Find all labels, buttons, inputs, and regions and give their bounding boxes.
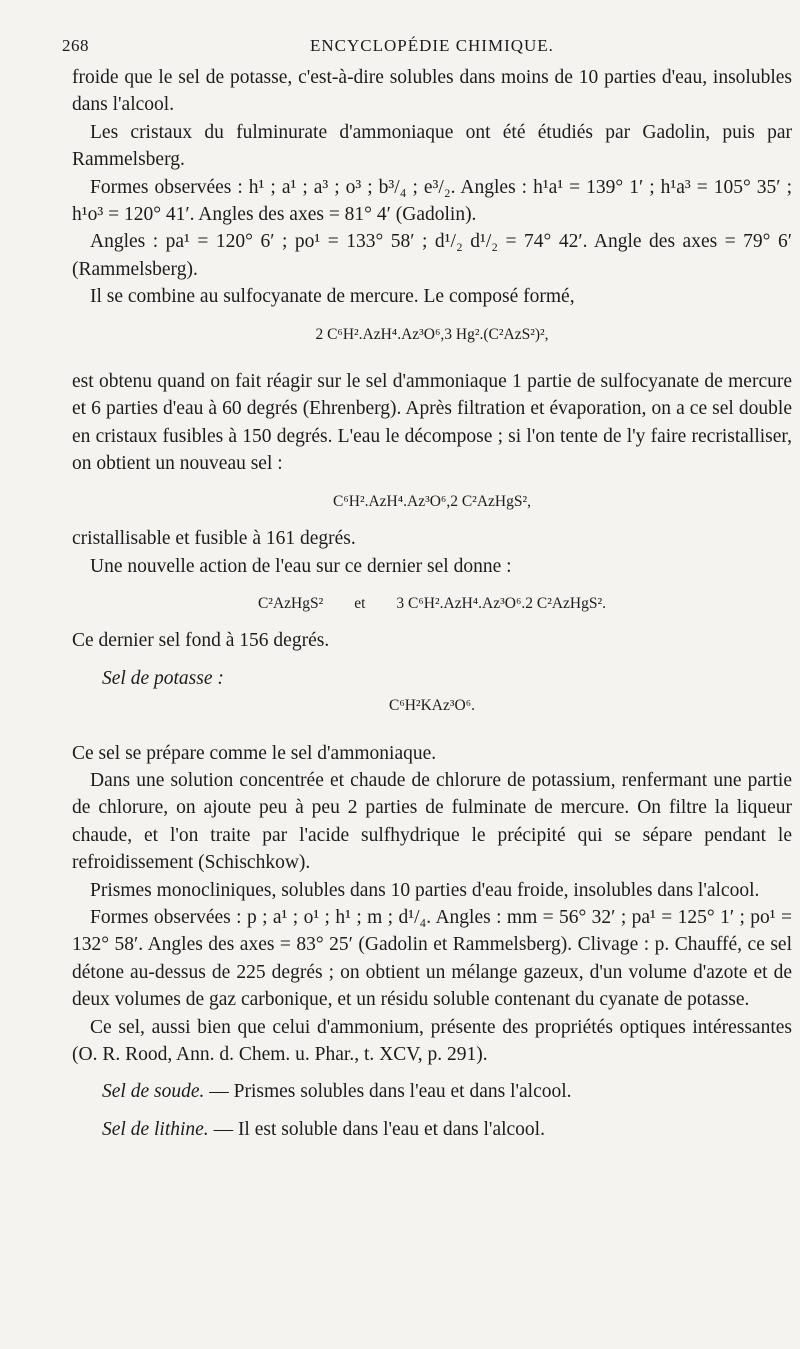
- page-body: [72, 64, 792, 1143]
- formula: 2 C⁶H².AzH⁴.Az³O⁶,3 Hg².(C²AzS²)²,: [315, 325, 549, 343]
- paragraph: froide que le sel de potasse, c'est-à-dire solubles dans moins de 10 parties d'eau, insolubles dans l'alcool.: [72, 67, 792, 116]
- paragraph-text: — Prismes solubles dans l'eau et dans l'alcool.: [204, 1081, 572, 1103]
- paragraph: Une nouvelle action de l'eau sur ce dernier sel donne :: [90, 555, 512, 577]
- paragraph: Il se combine au sulfocyanate de mercure. Le composé formé,: [90, 286, 575, 308]
- paragraph: est obtenu quand on fait réagir sur le sel d'ammoniaque 1 partie de sulfocyanate de mercure et 6 parties d'eau à 60 degrés (Ehrenberg). Après filtration et évaporation, on a ce sel double en cristaux fusibles à 150 degrés. L'eau le décompose ; si l'on tente de l'y faire recristalliser, on obtient un nouveau sel :: [72, 371, 792, 475]
- paragraph: cristallisable et fusible à 161 degrés.: [72, 528, 356, 550]
- formula: C⁶H²KAz³O⁶.: [389, 697, 475, 715]
- paragraph: Formes observées : p ; a¹ ; o¹ ; h¹ ; m ; d¹/₄. Angles : mm = 56° 32′ ; pa¹ = 125° 1′ ; po¹ = 132° 58′. Angles des axes = 83° 25′ (Gadolin et Rammelsberg). Clivage : p. Chauffé, ce sel détone au-dessus de 225 degrés ; on obtient un mélange gazeux, d'un volume d'azote et de deux volumes de gaz carbonique, et un résidu soluble contenant du cyanate de potasse.: [72, 906, 792, 1011]
- paragraph: Angles : pa¹ = 120° 6′ ; po¹ = 133° 58′ ; d¹/₂ d¹/₂ = 74° 42′. Angle des axes = 79° 6′ (Rammelsberg).: [72, 231, 792, 280]
- section-heading: Sel de lithine.: [102, 1118, 209, 1140]
- paragraph: [72, 1078, 792, 1105]
- paragraph: Formes observées : h¹ ; a¹ ; a³ ; o³ ; b³/₄ ; e³/₂. Angles : h¹a¹ = 139° 1′ ; h¹a³ = 105° 35′ ; h¹o³ = 120° 41′. Angles des axes = 81° 4′ (Gadolin).: [72, 176, 792, 226]
- section-heading: Sel de potasse :: [102, 667, 224, 689]
- paragraph: Ce sel se prépare comme le sel d'ammoniaque.: [72, 742, 437, 764]
- paragraph: [72, 1116, 792, 1143]
- section-heading: Sel de soude.: [102, 1081, 205, 1103]
- running-title: ENCYCLOPÉDIE CHIMIQUE.: [310, 36, 554, 55]
- paragraph: Ce sel, aussi bien que celui d'ammonium, présente des propriétés optiques intéressantes (O. R. Rood, Ann. d. Chem. u. Phar., t. XCV, p. 291).: [72, 1016, 792, 1065]
- paragraph: Ce dernier sel fond à 156 degrés.: [72, 630, 330, 652]
- paragraph-text: — Il est soluble dans l'eau et dans l'alcool.: [208, 1118, 545, 1140]
- paragraph: Les cristaux du fulminurate d'ammoniaque ont été étudiés par Gadolin, puis par Rammelsberg.: [72, 121, 792, 171]
- formula: C⁶H².AzH⁴.Az³O⁶,2 C²AzHgS²,: [333, 492, 531, 510]
- paragraph: Prismes monocliniques, solubles dans 10 parties d'eau froide, insolubles dans l'alcool.: [90, 879, 760, 901]
- paragraph: Dans une solution concentrée et chaude de chlorure de potassium, renfermant une partie de chlorure, on ajoute peu à peu 2 parties de fulminate de mercure. On filtre la liqueur chaude, et l'on traite par l'acide sulfhydrique le précipité qui se sépare pendant le refroidissement (Schischkow).: [72, 769, 792, 874]
- formula: C²AzHgS² et 3 C⁶H².AzH⁴.Az³O⁶.2 C²AzHgS².: [257, 594, 607, 612]
- page-number: 268: [62, 36, 89, 55]
